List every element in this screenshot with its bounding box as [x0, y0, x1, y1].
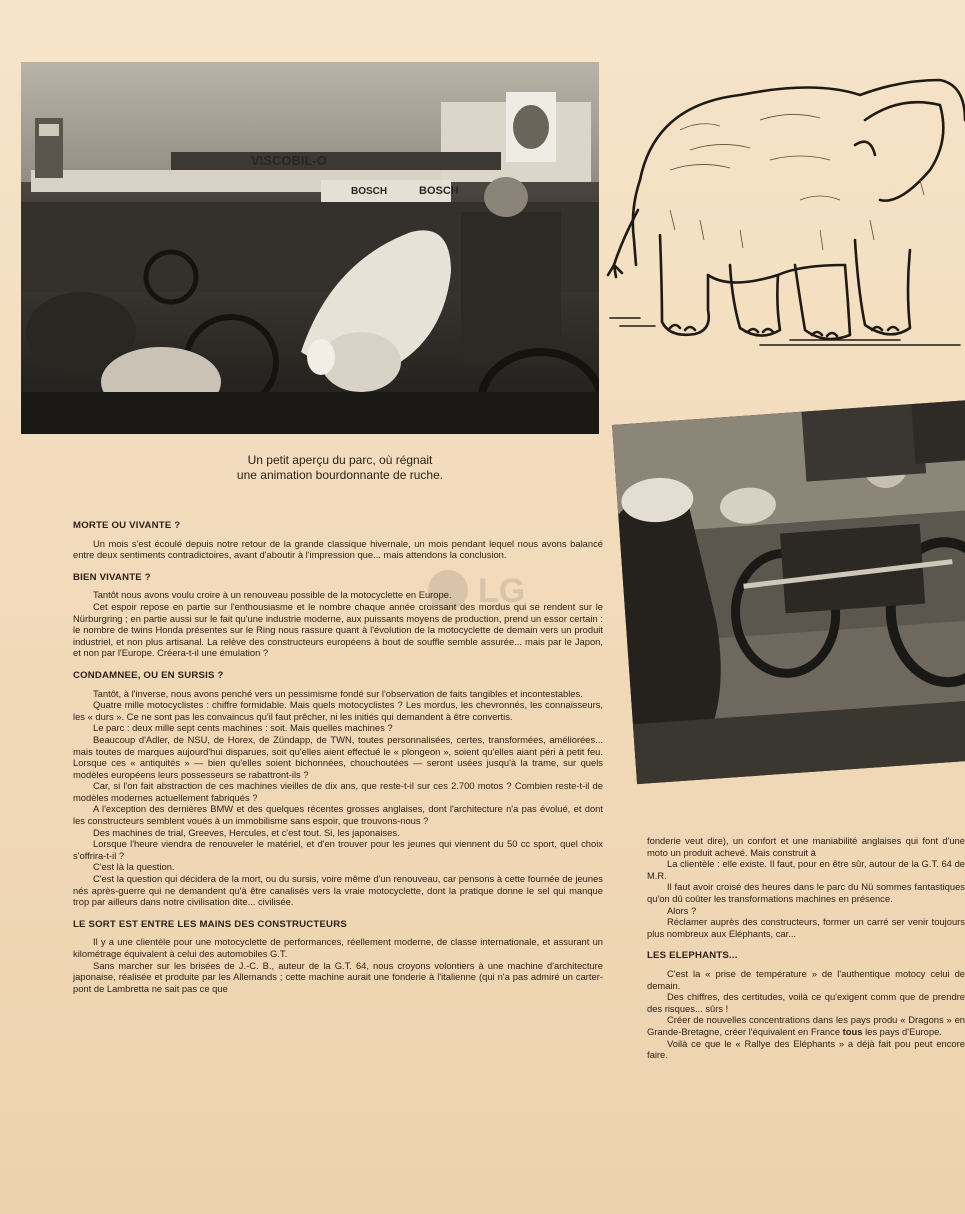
- paragraph: Il faut avoir croisé des heures dans le parc du Nü sommes fantastiques qu'on dû coûter les transformations machines en présence.: [647, 881, 965, 904]
- elephant-illustration: [600, 60, 965, 360]
- text-run: les pays d'Europe.: [865, 1025, 942, 1037]
- paragraph: Le parc : deux mille sept cents machines : soit. Mais quelles machines ?: [93, 722, 393, 734]
- paragraph: Quatre mille motocyclistes : chiffre formidable. Mais quels motocyclistes ? Les mordus, les chevronnés, les connaisseurs, les « durs ». Ce ne sont pas les convaincus qu'il faut prêcher, ni les initiés qui demandent à être convertis.: [73, 699, 603, 722]
- paragraph: Lorsque l'heure viendra de renouveler le matériel, et d'en trouver pour les jeunes qui viennent du 50 cc sport, quel choix s'offrira-t-il ?: [73, 838, 603, 861]
- bold-word-tous: tous: [842, 1025, 863, 1037]
- paragraph: A l'exception des dernières BMW et des quelques récentes grosses anglaises, dont l'architecture n'a pas évolué, et dont les constructeurs semblent voués à un immobilisme sans espoir, que trouvons-nous ?: [73, 803, 603, 827]
- paragraph: [647, 1014, 965, 1037]
- paragraph: Il y a une clientèle pour une motocyclette de performances, réellement moderne, de classe internationale, et assurant un kilométrage équivalent à celui des automobiles G.T.: [73, 936, 603, 959]
- watermark-text: LG: [478, 572, 526, 610]
- paragraph: C'est là la question.: [93, 861, 175, 873]
- paragraph: Cet espoir repose en partie sur l'enthousiasme et le nombre chaque année croissant des mordus qui se rendent sur le Nürburgring ; en partie aussi sur le fait qu'une industrie moderne, aux puissants moyens de production, prend un essor certain : le nombre de twins Honda présentes sur le Ring nous rassure quant à l'évolution de la motocyclette de demain vers un produit industriel, et non plus artisanal. La relève des constructeurs européens à bout de souffle semble assurée... mais par le Japon, et non par l'Europe. Créera-t-il une émulation ?: [73, 600, 603, 659]
- paragraph: Tantôt, à l'inverse, nous avons penché vers un pessimisme fondé sur l'observation de faits tangibles et incontestables.: [93, 687, 583, 699]
- paragraph: fonderie veut dire), un confort et une maniabilité anglaises qui font d'une moto un produit achevé. Mais construit à: [647, 835, 965, 858]
- heading-le-sort: LE SORT EST ENTRE LES MAINS DES CONSTRUCTEURS: [73, 918, 347, 930]
- paragraph: Sans marcher sur les brisées de J.-C. B., auteur de la G.T. 64, nous croyons volontiers à une machine d'architecture japonaise, réalisée et produite par les Allemands ; cette machine aurait une fonderie à l'italienne (qui n'a pas admiré un carter-pont de Lambretta ne sait pas ce que: [73, 959, 603, 994]
- paragraph: Voilà ce que le « Rallye des Eléphants » a déjà fait pou peut encore faire.: [647, 1037, 965, 1061]
- paragraph: C'est la question qui décidera de la mort, ou du sursis, voire même d'un renouveau, car pensons à cette fournée de jeunes nés après-guerre qui ne demandent qu'à être canalisés vers la vraie motocyclette, dont la pratique donne le sel qui manque trop par ailleurs dans notre civilisation dite... civilisée.: [73, 873, 603, 908]
- banner-bosch-1: BOSCH: [351, 186, 388, 197]
- paragraph: La clientèle : elle existe. Il faut, pour en être sûr, autour de la G.T. 64 de M.R.: [647, 858, 965, 881]
- paragraph: Beaucoup d'Adler, de NSU, de Horex, de Zündapp, de TWN, toutes personnalisées, certes, transformées, améliorées... mais toutes de marques aujourd'hui disparues, soit qu'elles aient effectué le « plongeon », soient qu'elles aiant péri à petit feu. Lorsque ces « antiquités » — bien qu'elles soient bichonnées, chouchoutées — seront usées jusqu'à la trame, sur quels modèles européens leurs possesseurs se rabattront-ils ?: [73, 733, 603, 780]
- paragraph: Des chiffres, des certitudes, voilà ce qu'exigent comm que de prendre des risques... sûrs !: [647, 991, 965, 1014]
- article-left-column: [73, 514, 603, 994]
- photo-caption: [190, 453, 490, 483]
- paragraph: Des machines de trial, Greeves, Hercules, et c'est tout. Si, les japonaises.: [93, 826, 400, 838]
- paragraph: Réclamer auprès des constructeurs, former un carré ser venir toujours plus nombreux aux Eléphants, car...: [647, 916, 965, 939]
- text-run: Créer de nouvelles concentrations dans les pays produ « Dragons » en Grande-Bretagne, créer l'équivalent en France: [647, 1014, 965, 1037]
- heading-les-elephants: LES ELEPHANTS...: [647, 950, 738, 962]
- paragraph: Alors ?: [667, 904, 697, 916]
- caption-line-1: Un petit aperçu du parc, où régnait: [247, 453, 433, 467]
- heading-morte-ou-vivante: MORTE OU VIVANTE ?: [73, 520, 181, 531]
- banner-bosch-2: BOSCH: [419, 185, 459, 197]
- motorcycle-riders-photo: [612, 398, 965, 784]
- paragraph: Tantôt nous avons voulu croire à un renouveau possible de la motocyclette en Europe.: [93, 589, 452, 601]
- paragraph: Car, si l'on fait abstraction de ces machines vieilles de dix ans, que reste-t-il sur ces 2.700 motos ? Combien reste-t-il de modèles modernes actuellement fabriqués ?: [73, 780, 603, 803]
- paragraph: C'est la « prise de température » de l'authentique motocy celui de demain.: [647, 967, 965, 991]
- article-right-column: [647, 835, 965, 1061]
- paragraph: Un mois s'est écoulé depuis notre retour de la grande classique hivernale, un mois pendant lequel nous avons balancé entre deux sentiments contradictoires, avant d'aboutir à l'impression que... mais attendons la conclusion.: [73, 537, 603, 561]
- heading-bien-vivante: BIEN VIVANTE ?: [73, 571, 151, 583]
- caption-line-2: une animation bourdonnante de ruche.: [236, 468, 444, 482]
- heading-condamnee: CONDAMNEE, OU EN SURSIS ?: [73, 669, 224, 681]
- banner-viscobil: VISCOBIL-O: [251, 153, 327, 168]
- paddock-photo: [21, 62, 599, 434]
